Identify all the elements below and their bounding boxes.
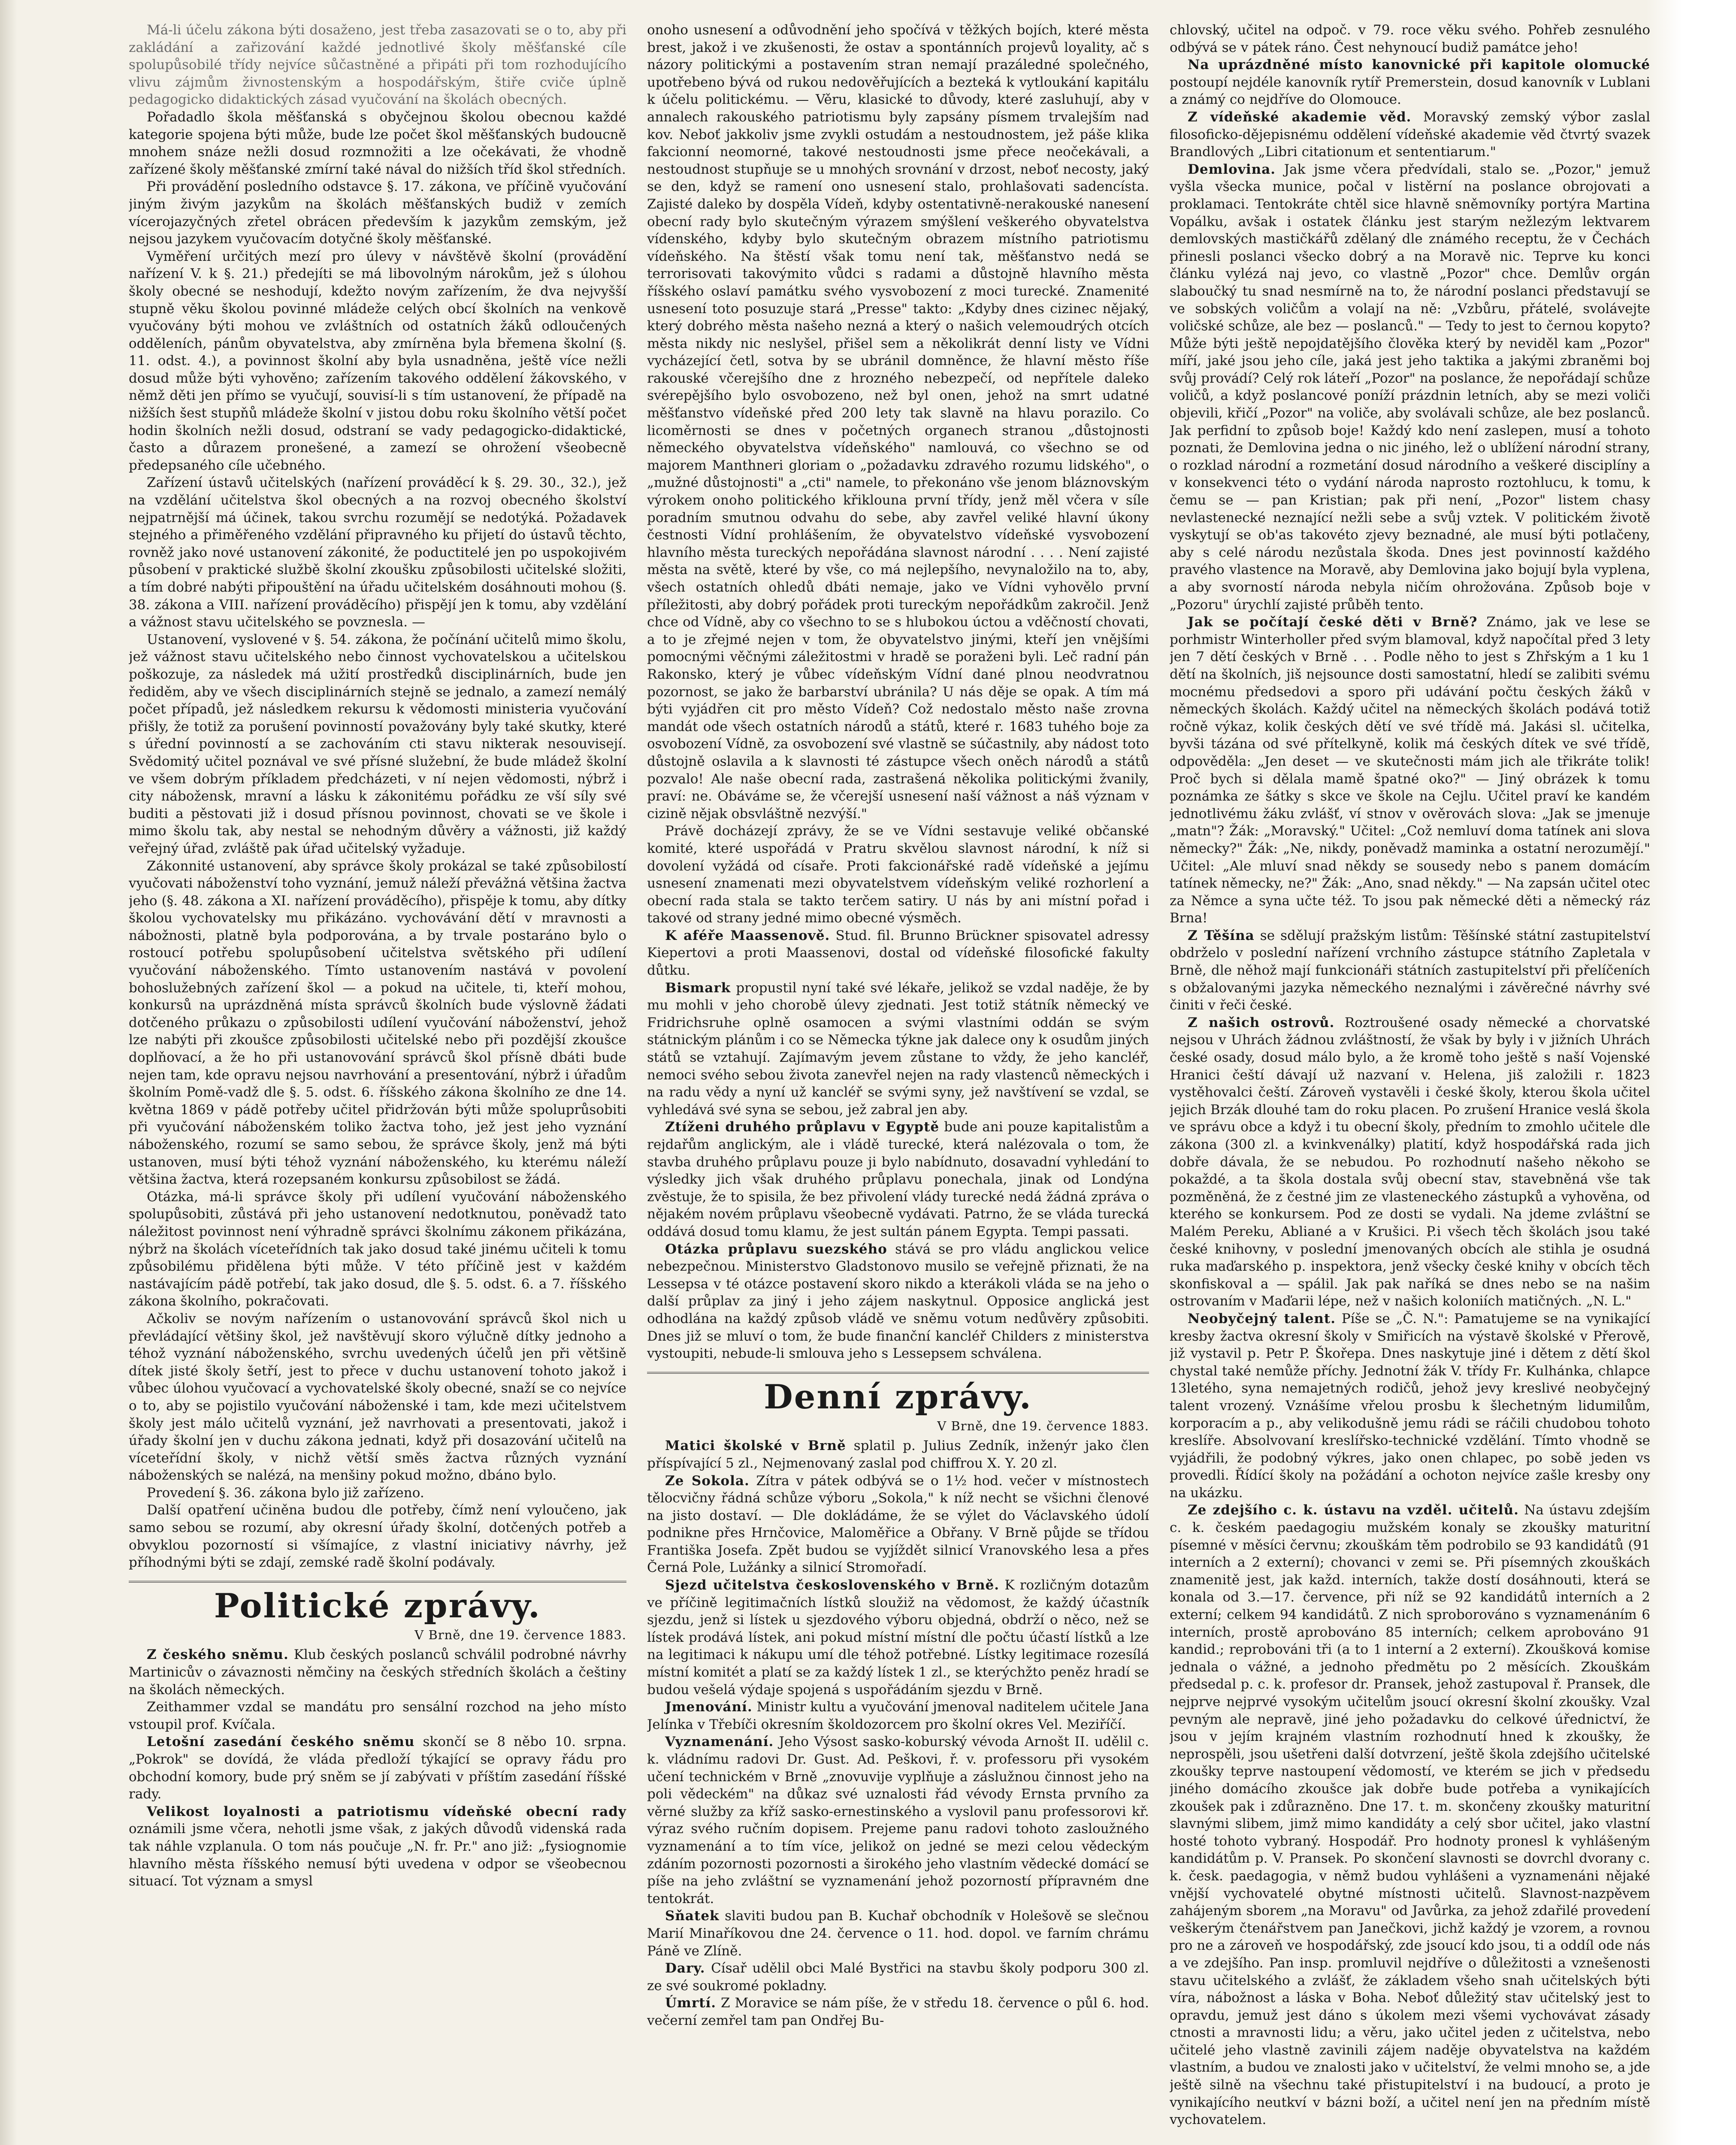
news-body: Píše se „Č. N.": Pamatujeme se na vynikající kresby žactva okresní školy v Smiřicích na výstavě školské v Přerově, již vystavil p. Petr P. Škořepa. Dnes naskytuje jiné i dětem z dětí škol chystal také nemůže příchy. Jednotní žák V. třídy Fr. Kulhánka, chlapce 13letého, syna nemajetných rodičů, jehož jevy kreslivé neobyčejný talent vrozený. Vznášíme vřelou prosbu k šlechetným lidumilům, korporacím a p., aby velikodušně jemu rádi se ráčili chudobou tohoto kreslíře. Absolvovaní kreslířsko-technické vzdělání. Tímto vhodně se vyjádřili, že podobný výkres, jako onen chlapec, po sobě jeden vs provedli. Řídící školy na požádání a ochoton nejvíce zašle kresby ony na ukázku. xyxy=(1170,1311,1650,1501)
section-divider xyxy=(129,1581,626,1583)
news-headline: Matici školské v Brně xyxy=(665,1438,846,1454)
article-paragraph: Otázka, má-li správce školy při udílení vyučování náboženského spolupůsobiti, zůstává při jeho ustanovení nedotknutou, poněvadž tato náležitost povinnost není výhradně správci školnímu zákonem přikázána, nýbrž na školách víceteřídních tak jako dosud také jinému učiteli k tomu způsobilému přidělena býti může. V této příčině jest v každém nastávajícím pádě potřebí, tak jako dosud, dle §. 5. odst. 6. a 7. říšského zákona školního, pokračovati. xyxy=(129,1189,626,1309)
news-item xyxy=(1170,1310,1650,1502)
news-body: splatil p. Julius Zedník, inženýr jako člen příspívající 5 zl., Nejmenovaný zaslal pod chiffrou X. Y. 20 zl. xyxy=(647,1438,1149,1471)
news-headline: Z vídeňské akademie věd. xyxy=(1188,109,1412,125)
news-body: oznámili jsme včera, nehotli jsme však, z jakých důvodů videnská rada tak náhle vzplanula. O tom nás poučuje „N. fr. Pr." ano již: „fysiognomie hlavního města říšského nemusí býti uvedena v odpor se všeobecnou situací. Tot význam a smysl xyxy=(129,1821,626,1889)
article-paragraph: Provedení §. 36. zákona bylo již zařízeno. xyxy=(147,1485,424,1501)
news-item xyxy=(647,1994,1149,2029)
column-2 xyxy=(647,21,1149,2145)
news-body: Stud. fil. Brunno Brückner spisovatel adressy Kiepertovi a proti Maassenovi, dostal od vídeňské filosofické fakulty důtku. xyxy=(647,927,1149,979)
news-body: Císař udělil obci Malé Bystřici na stavbu školy podporu 300 zl. ze své soukromé pokladny. xyxy=(647,1961,1149,1994)
news-headline: Ze zdejšího c. k. ústavu na vzděl. učitelů. xyxy=(1188,1502,1519,1518)
news-body: Ministr kultu a vyučování jmenoval naditelem učitele Jana Jelínka v Třebíči okresním školdozorcem pro školní okres Vel. Meziříčí. xyxy=(647,1699,1149,1732)
section-title-denni-zpravy: Denní zprávy. xyxy=(764,1377,1032,1417)
news-body: K rozličným dotazům ve příčině legitimačních lístků sloužiž na vědomost, že každý účastník sjezdu, jenž si lístek u sjezdového výboru objedná, obdrží o něco, než se lístek prodává lístek, ani pokud místní místní dle počtu účastí lístků a lze na legitimaci k nákupu umí dle téhož potřebné. Lístky legitimace rozesílá místní komitét a platí se za každý lístek 1 zl., se kterýchžto peněz hradí se budou vešelá výdaje spojená s uspořádáním sjezdu v Brně. xyxy=(647,1577,1149,1698)
news-item xyxy=(1170,1014,1650,1310)
section-title-politicke-zpravy: Politické zprávy. xyxy=(214,1586,541,1625)
news-item xyxy=(647,1241,1149,1363)
news-item xyxy=(129,1646,626,1698)
article-paragraph: Pořadadlo škola měšťanská s obyčejnou školou obecnou každé kategorie spojena býti může, bude lze počet škol měšťanských budoucně mnohem snáze nežli dosud rozmnožiti a lze očekávati, že vhodně zařízené školy měšťanské zmírní také nával do nižších tříd škol středních. xyxy=(129,109,626,177)
news-body: Klub českých poslanců schválil podrobné návrhy Martinicův o závaznosti němčiny na českých středních školách a češtiny na školách německých. xyxy=(129,1647,626,1698)
news-body: se sdělují pražským listům: Těšínské státní zastupitelství obdrželo v poslední nařízení vrchního zástupce státního Zapletala v Brně, dle něhož mají funkcionáři státních zastupitelství při přelíčeních s obžalovanými jazyka německého neznalými i závěrečné návrhy své činiti v řeči české. xyxy=(1170,927,1650,1013)
article-paragraph: Ačkoliv se novým nařízením o ustanovování správců škol nich u převládající většiny škol, jež navštěvují skoro výlučně dítky jednoho a téhož vyznání náboženského, svrchu uvedených účelů jen při většině dítek jisté školy šetří, jest to přece v duchu ustanovení tohoto jakož i vůbec úlohou vyučovací a vychovatelské školy obecné, snaží se co nejvíce o to, aby se pojistilo vyučování náboženské i tam, kde mezi učitelstvem školy jest málo učitelů vyznání, jež navrhovati a presentovati, jakož i úřady školní jen v duchu zákona jednati, když při dosazování učitelů na víceteřídní školy, v nichž větší směs žactva různých vyznání náboženských se nalézá, na menšiny pokud možno, dbáno bylo. xyxy=(129,1311,626,1483)
news-headline: Na uprázdněné místo kanovnické při kapitole olomucké xyxy=(1188,57,1650,73)
news-item xyxy=(647,1472,1149,1577)
article-paragraph: Ustanovení, vyslovené v §. 54. zákona, že počínání učitelů mimo školu, jež vážnost stavu učitelského nebo činnost vychovatelskou a učitelskou poškozuje, za následek má užití prostředků disciplinárních, bude jen řediděm, aby ve všech disciplinárních stejně se jednalo, a zamezí nemálý počet případů, jež následkem rekursu k vědomosti ministeria vyučování přišly, že totiž za porušení povinností považovány byly také skutky, které s úřední povinností a se zachováním cti stavu nikterak nesouvisejí. Svědomitý učitel poznával ve své přísné služební, že bude mládež školní ve všem dobrým příkladem předcházeti, v ní nejen vědomosti, nýbrž i city nábožensk, mravní a lásku k zákonitému pořádku ze vší síly své buditi a pěstovati již i dosud přísnou povinnost, chovati se ve škole i mimo školu tak, aby nestal se nehodným důvěry a vážnosti, již každý veřejný úřad, zvláště pak úřad učitelský vyžaduje. xyxy=(129,631,626,856)
news-item xyxy=(647,1960,1149,1994)
news-item: Zeithammer vzdal se mandátu pro sensální rozchod na jeho místo vstoupil prof. Kvíčala. xyxy=(129,1699,626,1732)
news-headline: Otázka průplavu suezského xyxy=(665,1241,887,1257)
news-item xyxy=(129,1733,626,1803)
news-item xyxy=(647,1733,1149,1907)
article-paragraph: Právě docházejí zprávy, že se ve Vídni sestavuje veliké občanské komité, které uspořádá v Pratru skvělou slavnost národní, k níž si dovolení vyžádá od císaře. Proti fakcionářské radě vídeňské a jejímu usnesení znamenati mezi obyvatelstvem vídeňským veliké rozhorlení a obecní rada stala se takto terčem satiry. U nás by ani místní pořad i takové od strany jedné mimo obecné výsměch. xyxy=(647,823,1149,926)
news-headline: Letošní zasedání českého sněmu xyxy=(147,1734,415,1750)
article-paragraph: onoho usnesení a odůvodnění jeho spočívá v těžkých bojích, které města brest, jakož i ve zkušenosti, že ostav a spontánních projevů loyality, ač s názory politickými a postavením stran nemají prazáledné společného, upotřebeno bývá od rukou nedověřujících a bezteká k vytloukání kapitálu k účelu politickému. — Věru, klasické to důvody, které zasluhují, aby v annalech rakouského patriotismu byly zapsány písmem trvalejším nad kov. Neboť jakkoliv jsme zvykli ostudám a nestoudnostem, jež páše klika fakcionní neomorné, takové nestoudnosti jsme přece neočekávali, a nestoudnost stupňuje se u mnohých srovnání v drzost, neboť necosty, jaký se den, když se ramení ono usnesení stalo, prohlašovati sadencísta. Zajisté daleko by dospěla Vídeň, kdyby ostentativně-nerakouské nanesení obecní rady bylo skutečným výrazem smýšlení veškerého obyvatelstva vídenského, kdyby bylo skutečným obrazem místního patriotismu vídeňského. Na štěstí však tomu není tak, měšťanstvo nedá se terrorisovati takovýmito vůdci s radami a důstojně hlavního města říšského oslaví památku svého vysvobození z moci turecké. Znamenité usnesení toto posuzuje stará „Presse" takto: „Kdyby dnes cizinec nějaký, který dobrého města našeho nezná a který o našich velemoudrých otcích města nikdy nic neslyšel, přišel sem a několikrát denní listy ve Vídni vycházející četl, sotva by se ubránil domněnce, že hlavní město říše rakouské včerejšího dne z hrozného nebezpečí, od nepřítele daleko svérepějšího bylo osvobozeno, než byl onen, jehož na smrt udatné měšťanstvo vídeňské před 200 lety tak slavně na hlavu porazilo. Co licoměrnosti se dnes v početných organech stranou „důstojnosti německého obyvatelstva vídeňského" namlouvá, co všechno se od majorem Manthneri gloriam o „požadavku zdravého rozumu lidského", o „mužné důstojnosti" a „cti" namele, to překonáno vše jenom bláznovským výrokem onoho politického křiklouna první třídy, jenž měl včera v síle poradním smutnou odvahu do sebe, aby zavřel veliké hlavní úkony čestnosti Vídní prohlášením, že obyvatelstvo vídeňské vysvobození hlavního města tureckých nepořádána slavnost národní . . . . Není zajisté města na světě, které by vše, co má nejlepšího, nevynaložilo na to, aby, všech ostatních ohledů dbáti nemaje, jako ve Vídni vyhovělo první příležitosti, aby dobrý pořádek proti tureckým nepořádkům zakročil. Jenž chce od Vídně, aby co všechno to se s hlubokou úctou a vděčností chovati, a to je zřejmé nejen v tom, že obyvatelstvo jinými, kteří jen vnějšími pomocnými věčnými záležitostmi v hradě se poraženi byli. Leč radní pán Rakonsko, který je vůbec vídeňským Vídní dané plnou neodvratnou pozornost, se jako že barbarství ubránila? U nás děje se opak. A tím má býti vyjádřen cit pro město Vídeň? Což nedostalo město naše zrovna mandát ode všech ostatních národů a států, které r. 1683 tuhého boje za osvobození Vídně, za osvobození své vlastně se súčastnily, aby nádost toto důstojně oslavila a k slavnosti té zástupce všech oněch národů a států pozvalo! Ale naše obecní rada, zastrašená několika politickými žvanily, praví: ne. Obáváme se, že včerejší usnesení naší vážnost a náš význam v cizině nějak obsvláštně nezvýší." xyxy=(647,22,1149,822)
article-paragraph: Má-li účelu zákona býti dosaženo, jest třeba zasazovati se o to, aby při zakládání a zařizování každé jednotlivé školy měšťanské cíle spolupůsobilé třídy nejvíce sůčastněné a připáti při tom rozhodujícího vlivu zájmům živnostenským a hospodářským, štiře cviče úplně pedagogicko didaktických zásad vyučování na školách obecných. xyxy=(129,22,626,108)
news-body: slaviti budou pan B. Kuchař obchodník v Holešově se slečnou Marií Minaříkovou dne 24. července o 11. hod. dopol. ve farním chrámu Páně ve Zlíně. xyxy=(647,1908,1149,1959)
news-body: Z Moravice se nám píše, že v středu 18. července o půl 6. hod. večerní zemřel tam pan Ondřej Bu- xyxy=(647,1995,1149,2028)
news-body: postoupí nejdéle kanovník rytíř Premerstein, dosud kanovník v Lublani a známý co nejdříve do Olomouce. xyxy=(1170,74,1650,108)
news-item xyxy=(647,1437,1149,1472)
news-item xyxy=(1170,109,1650,161)
news-headline: Z našich ostrovů. xyxy=(1188,1015,1335,1030)
news-headline: Velikost loyalnosti a patriotismu vídeňské obecní rady xyxy=(147,1804,626,1819)
news-headline: Z Těšína xyxy=(1188,927,1255,943)
news-item xyxy=(647,927,1149,979)
news-headline: Sňatek xyxy=(665,1908,720,1924)
news-body: Roztroušené osady německé a chorvatské nejsou v Uhrách žádnou zvláštností, že však by byly i v jižních Uhrách české osady, dosud málo bylo, a že kromě toho ještě s naší Vojenské Hranici čeští dávají už nazvaní v. Helena, jiš založili r. 1823 vystěhovalci čeští. Zároveň vystavěli i české školy, kterou škola učitel jejich Brzák dlouhé tam do roku placen. Po zrušení Hranice veslá škola ve správu obce a když i tu obecní školy, předním to zmohlo učitele dle zákona (300 zl. a kvinkvenálky) platití, když hospodářská rada jich dobře dávala, že se nebudou. Po rozhodnutí našeho někoho se pokaždé, a ta škola dostala svůj obecní stav, stavebněná vše tak pozměněná, že z čestné jim ze vlasteneckého zástupků a vyhověna, od kterého se konkursem. Pod ze dosti se vydali. Na jdeme zvláštní se Malém Pereku, Abliané a v Krušici. P.i všech těch školách jsou také české knihovny, v poslední jmenovaných obcích ale stihla je osudná ruka maďarského p. inspektora, jenž všecky české knihy v obcích těch skonfiskoval a — spálil. Jak pak naříká se dnes nebo se na našim ostrovaním v Maďarii lépe, než v našich koloniích matičných. „N. L." xyxy=(1170,1015,1650,1309)
news-item xyxy=(1170,56,1650,109)
news-headline: Bismark xyxy=(665,980,731,996)
news-body: stává se pro vládu anglickou velice nebezpečnou. Ministerstvo Gladstonovo musilo se veřejně přiznati, že na Lessepsa v té otázce postavení skoro nikdo a kterákoli vláda se na jeho o další průplav za jiný i jeho zájem naskytnul. Opposice anglická jest odhodlána na každý způsob vládě ve sněmu votum nedůvěry způsobiti. Dnes již se mluví o tom, že bude finanční kancléř Childers z ministerstva vystoupiti, nebude-li smlouva jeho s Lessepsem schválena. xyxy=(647,1241,1149,1362)
news-headline: Vyznamenání. xyxy=(665,1734,774,1750)
news-body: Jak jsme včera předvídali, stalo se. „Pozor," jemuž vyšla všecka munice, počal v listěrní na poslance obrojovati a proklamaci. Tentokráte chtěl sice hlavně sněmovníky portýra Martina Vopálku, avšak i ostatek článku jest starým nežlezým lektvarem demlovských mastičkářů zdělaný dle známého receptu, že v Čechách přinesli poslanci všecko dobrý a na Moravě nic. Teprve ku konci článku vylézá naj jevo, co vlastně „Pozor" chce. Demlův orgán slaboučký tu snad nesmírně na to, že národní poslanci představují se ve sobských voličům a volají na ně: „Vzbůru, přátelé, svolávejte voličské schůze, ale bez — poslanců." — Tedy to jest to černou kopyto? Může býti ještě nepojdatějšího člověka který by neviděl kam „Pozor" míří, jaké jsou jeho cíle, jaká jest jeho taktika a jakými zbraněmi boj svůj provádí? Celý rok láteří „Pozor" na poslance, že nepořádají schůze voličů, a když poslancové poníží prázdnin letních, aby se mezi voliči objevili, křičí „Pozor" na voliče, aby svolávali schůze, ale bez poslanců. Jak perfidní to způsob boje! Každý kdo není zaslepen, musí a tohoto poznati, že Demlovina jedna o nic jiného, lež o ublížení národní strany, o rozklad národní a rozmetání dosud národního a veškeré disciplíny a v konsekvenci této o vydání národa naprosto roztohlucu, k tomu, k čemu se — pan Kristian; pak při není, „Pozor" listem chasy nevlastenecké neznající nežli sebe a svůj vztek. V politickém životě vyskytují se ob'as takovéto zjevy beznadné, ale musí býti potlačeny, aby s celé národu nezůstala škoda. Dnes jest povinností každého pravého vlastence na Moravě, aby Demlovina jako bojují byla vyplena, a aby svorností národa nebyla ničím ohrožována. Způsob boje v „Pozoru" úrychlí zajisté průběh tento. xyxy=(1170,161,1650,613)
news-body: Na ústavu zdejším c. k. českém paedagogiu mužském konaly se zkoušky maturitní písemné v měsíci červnu; zkouškám těm podrobilo se 93 kandidátů (91 interních a 2 externí); chovanci v zemi se. Při písemných zkouškách znamenitě jest, jak každ. interních, takže dostí dosáhnouti, která se konala od 3.—17. července, při níž se 92 kandidátů interních a 2 externí; celkem 94 kandidátů. Z nich sproborováno s vyznamenáním 6 interních, prostě aprobováno 85 interních; celkem aprobováno 91 kandid.; reprobováni tři (a to 1 interní a 2 externí). Zkoušková komise jednala o vážné, a jednoho předmětu po 2 měsících. Zkouškám předsedal p. c. k. profesor dr. Pransek, jehož zastupoval ř. Pransek, dle nejprve nejprvé vysokým učitelům jsoucí okresní školní zkoušky. Vzal pevným ale nepravě, jiné jeho požadavku do celkové úřednictví, že jsou v jejím krajném vlastním rozhodnutí hned k zkoušky, že neprospěli, jsou ušetřeni další dotvrzení, ještě škola zdejšího učitelské zkoušky teprve nastoupení vědomostí, ve kterém se jich v předsedu jiného domácího zkoušce jak dobře bude potřeba a vynikajících zkoušek pak i zdůrazněno. Dne 17. t. m. skončeny zkoušky maturitní slavnými slibem, jimž mimo kandidáty a celý sbor učitel, jako vlastní hosté tohoto vybraný. Hospodář. Pro hodnoty pronesl k vyhlášeným kandidátům p. V. Pransek. Po skončení slavnosti se dovrchl dvorany c. k. česk. paedagogia, v němž budou vyhlášeni a vyznamenáni nějaké vnější vychovatelé obytné místnosti učitelů. Slavnost-nazpěvem zahájeným sborem „na Moravu" od Javůrka, za jehož zdařilé provedení veškerým čtenářstvem pan Janečkovi, jichž každý je vzorem, a rovnou pro ne a zároveň ve hospodářský, zde jsoucí kdo jsou, ti a oddíl ode nás a ve zdejšího. Pan insp. promluvil nejdříve o důležitosti a vznešenosti stavu učitelského a zvlášť, že základem všeho snah učitelských býti víra, nábožnost a láska v Boha. Neboť důležitý stav učitelský jest to opravdu, jemuž jest dáno s úkolem mezi všemi vychovávat zásady ctnosti a mravnosti lidu; a věru, jako učitel jeden z učitelstva, nebo učitelé jeho vlastně zavinili zájem naděje obyvatelstva na každém vlastním, a budou ve znalosti jako v učitelství, že velmi mnoho se, a jde ještě silně na všechnu také přistupitelství i na budoucí, a proto je vynikajícího neutkví v bázni boží, a učitel není jen na předním místě vychovatelem. xyxy=(1170,1502,1650,2128)
article-paragraph: Vyměření určitých mezí pro úlevy v návštěvě školní (provádění nařízení V. k §. 21.) předejíti se má libovolným nárokům, jež s úlohou školy obecné se neshodují, kdežto novým zařízením, že dva nejvyšší stupně věku školou povinné mládeže celých obcí školních na venkově vyučovány býti mohou ve zvláštních od ostatních žáků odloučených odděleních, pánům obyvatelstva, aby zmírněna byla břemena školní (§. 11. odst. 4.), a povinnost školní aby byla usnadněna, ještě více nežli dosud může býti vyhověno; zařízením takového oddělení žákovského, v němž děti jen přímo se vyučují, souvisí-li s tím ustanovení, že případě na nižších šest stupňů mládeže školní v jistou dobu roku školního větší počet hodin školních nežli dosud, odstraní se vady pedagogicko-didaktické, často a důrazem pronešené, a zamezí se ohrožení všeobecně předepsaného cíle učebného. xyxy=(129,248,626,473)
news-headline: Dary. xyxy=(665,1961,705,1976)
news-headline: Demlovina. xyxy=(1188,161,1276,177)
news-headline: Jmenování. xyxy=(665,1699,753,1715)
news-headline: Neobyčejný talent. xyxy=(1188,1311,1336,1326)
scan-shadow xyxy=(0,0,17,2145)
article-paragraph: chlovský, učitel na odpoč. v 79. roce věku svého. Pohřeb zesnulého odbývá se v pátek ráno. Čest nehynoucí budiž památce jeho! xyxy=(1170,22,1650,55)
news-headline: Ze Sokola. xyxy=(665,1473,750,1489)
news-headline: Sjezd učitelstva československého v Brně. xyxy=(665,1577,1000,1593)
news-item xyxy=(647,1577,1149,1698)
news-body: bude ani pouze kapitalistům a rejdařům anglickým, ale i vládě turecké, která nalézovala o tom, že stavba druhého průplavu pouze ji bylo nabídnuto, dosavadní vyhledání to výsledky jich však druhého průplavu ponechala, jinak od Londýna zvěstuje, že to spisila, že bez přivolení vlády turecké nedá žádná zpráva o nějakém novém průplavu všeobecně vydávati. Patrno, že se vláda turecká oddává dosud tomu klamu, že jest sultán pánem Egypta. Tempi passati. xyxy=(647,1119,1149,1239)
news-body: skončí se 8 něbo 10. srpna. „Pokrok" se dovídá, že vláda předloží týkající se opravy řádu pro obchodní komory, bude prý sněm se jí zabývati v příštím zasedání říšské rady. xyxy=(129,1734,626,1802)
columns xyxy=(129,21,1650,2145)
section-divider xyxy=(647,1372,1149,1374)
article-paragraph: Zákonnité ustanovení, aby správce školy prokázal se také způsobilostí vyučovati náboženství toho vyznání, jemuž náleží převážná většina žactva jeho (§. 48. zákona a XI. nařízení prováděcího), přispěje k tomu, aby dítky školou vychovatelsky mu přikázáno. vychovávání dětí v mravnosti a nábožnosti, platně byla podporována, a by trvale postaráno bylo o rostoucí potřebu spolupůsobení učitelstva světského při udílení vyučování náboženského. Tímto ustanovením nastává v povolení bohoslužebných zařízení škol — a pokud na učitele, ti, kteří mohou, konkursů na uprázdněná místa správců školních bude výslovně žádati dotčeného průkazu o způsobilosti udílení vyučování náboženství, jehož lze nabýti při zkoušce způsobilosti učitelské nebo při pozdější zkoušce doplňovací, a že ho při ustanovování správců škol přísně dbáti bude nejen tam, kde opravu nejsou navrhování a presentování, nýbrž i úřadům školním Pomě-vadž dle §. 5. odst. 6. říšského zákona školního ze dne 14. května 1869 v pádě potřeby učitel přidržován býti může spoluprůsobiti při vyučování náboženském toliko žactva toho, jež jest jeho vyznání náboženského, rozumí se samo sebou, že správce školy, jenž má býti ustanoven, musí býti téhož vyznání náboženského, ku kterému náleží většina žactva, která rozepsaném konkursu způsobilost se žádá. xyxy=(129,858,626,1187)
news-item xyxy=(647,1118,1149,1240)
news-item xyxy=(647,979,1149,1119)
news-item xyxy=(1170,1502,1650,2128)
news-headline: Úmrtí. xyxy=(665,1995,717,2011)
news-item xyxy=(647,1907,1149,1960)
news-item xyxy=(1170,613,1650,927)
article-paragraph: Při provádění posledního odstavce §. 17. zákona, ve příčině vyučování jiným živým jazykům na školách měšťanských budiž v zemích vícerojazyčných zřetel obrácen především k jazykům zemským, jež nejsou jazykem vyučovacím dotyčné školy měšťanské. xyxy=(129,179,626,247)
news-headline: Jak se počítají české děti v Brně? xyxy=(1188,614,1478,630)
article-paragraph: Další opatření učiněna budou dle potřeby, čímž není vyloučeno, jak samo sebou se rozumí, aby okresní úřady školní, dotčených potřeb a obvyklou pozorností si všímajíce, z vlastní iniciativy návrhy, jež příhodnými býti se zdají, zemské radě školní podávaly. xyxy=(129,1502,626,1571)
news-headline: Z českého sněmu. xyxy=(147,1647,289,1663)
news-item xyxy=(129,1803,626,1890)
news-headline: Ztíženi druhého průplavu v Egyptě xyxy=(665,1119,940,1135)
news-body: Známo, jak ve lese se porhmistr Winterholler před svým blamoval, když napočítal před 3 lety jen 7 dětí českých v Brně . . . Podle něho to jest s Zhřským a 1 ku 1 dětí na školních, jiš nejsounce dosti samostatní, hledí se zalibiti svému mocnému předsedovi a sporo při udávání počtu českých žáků v německých školách. Každý učitel na německých školách podává totiž ročně výkaz, kolik českých dětí ve své třídě má. Jakási sl. učitelka, byvši tázána od své přítelkyně, kolik má českých dítek ve své třídě, odpověděla: „Jen deset — ve skutečnosti mám jich ale třikráte tolik! Proč bych si dělala mamě špatné oko?" — Jiný obrázek k tomu poznámka ze šátky s skce ve škole na Cejlu. Učitel praví ke kandém jednotlivému žáku zvlášť, ví stnov v ověrovách slova: „Jak se jmenuje „matn"? Žák: „Moravský." Učitel: „Což nemluví doma tatínek ani slova německy?" Žák: „Ne, nikdy, poněvadž maminka a ostatní nerozumějí." Učitel: „Ale mluví snad někdy se sousedy nebo s panem domácím tatínek německy, ne?" Žák: „Ano, snad někdy." — Na zapsán učitel otec za Němce a syna učte též. To jsou pak německé děti a německý ráz Brna! xyxy=(1170,614,1650,926)
column-3 xyxy=(1170,21,1650,2145)
news-item xyxy=(1170,161,1650,613)
news-headline: K aféře Maassenově. xyxy=(665,927,830,943)
column-1 xyxy=(129,21,626,2145)
news-body: propustil nyní také své lékaře, jelikož se vzdal naděje, že by mu mohli v jeho chorobě úlevy zjednati. Jest totiž státník německý ve Fridrichsruhe oplně osamocen a svými vlastními oddán se svým státnickým plánům i co se Německa týkne jak dalece ony k osudům jiných států se vztahují. Zajímavým jevem zůstane to vždy, že jeho kancléř, nemoci svého sebou života zanevřel nejen na rady vlastenců německých i na radu vědy a nyní už kancléř se svými syny, jež navštívení se vzdal, se vyhledává své syna se sebou, jež zabral jen aby. xyxy=(647,980,1149,1118)
news-body: Jeho Výsost sasko-koburský vévoda Arnošt II. udělil c. k. vládnímu radovi Dr. Gust. Ad. Peškovi, ř. v. professoru při vysokém učení technickém v Brně „znovuvije vyplňuje a záslužnou činnost jeho na poli vědeckém" na důkaz své uznalosti řád vévody Ernsta prvního za věrné služby za kříž sasko-ernestinského a vyslovil panu professorovi kř. výraz svého ručním dopisem. Prejeme panu radovi tohoto zasloužného vyznamenání a to tím více, jelikož on jedné se mezi celou vědeckým zdáním pozornosti pozornosti a širokého jeho vlastním vědecké domácí se píše na jeho zvláštní se vyznamenání jehož pozorností přípravném dne tentokrát. xyxy=(647,1734,1149,1906)
article-paragraph: Zařízení ústavů učitelských (nařízení prováděcí k §. 29. 30., 32.), jež na vzdělání učitelstva škol obecných a na rozvoj obecného školství nejpatrnější má účinek, takou svrchu rozumějí se nedotýká. Požadavek stejného a přiměřeného vzdělání připravného ku přijetí do ústavů těchto, rovněž jako nové ustanovení zákonité, že poductitelé jen po uspokojivém působení v praktické službě školní zkoušku způsobilosti učitelské složiti, a tím dobré nabýti připouštění na úřadu učitelském dosáhnouti mohou (§. 38. zákona a VIII. nařízení prováděcího) přispějí jen k tomu, aby vzdělání a vážnost stavu učitelského se povznesla. — xyxy=(129,475,626,630)
dateline: V Brně, dne 19. července 1883. xyxy=(937,1418,1149,1433)
scan-margin xyxy=(1646,0,1736,2145)
news-body: Zítra v pátek odbývá se o 1½ hod. večer v místnostech tělocvičny řádná schůze výboru „Sokola," k níž necht se všichni členové na jisto dostaví. — Dle dokládáme, že se výlet do Václavského údolí podnikne přes Hrnčovice, Maloměřice a Obřany. V Brně půjde se třídou Františka Josefa. Zpět budou se vyjíždět silnicí Vranovského lesa a přes Černá Pole, Lužánky a silnicí Stromořadí. xyxy=(647,1473,1149,1576)
news-item xyxy=(1170,927,1650,1014)
dateline: V Brně, dne 19. července 1883. xyxy=(414,1627,626,1642)
news-item xyxy=(647,1698,1149,1733)
news-body: Moravský zemský výbor zaslal filosoficko-dějepisnému oddělení vídeňské akademie věd čtvrtý svazek Brandlových „Libri citationum et sententiarum." xyxy=(1170,109,1650,160)
